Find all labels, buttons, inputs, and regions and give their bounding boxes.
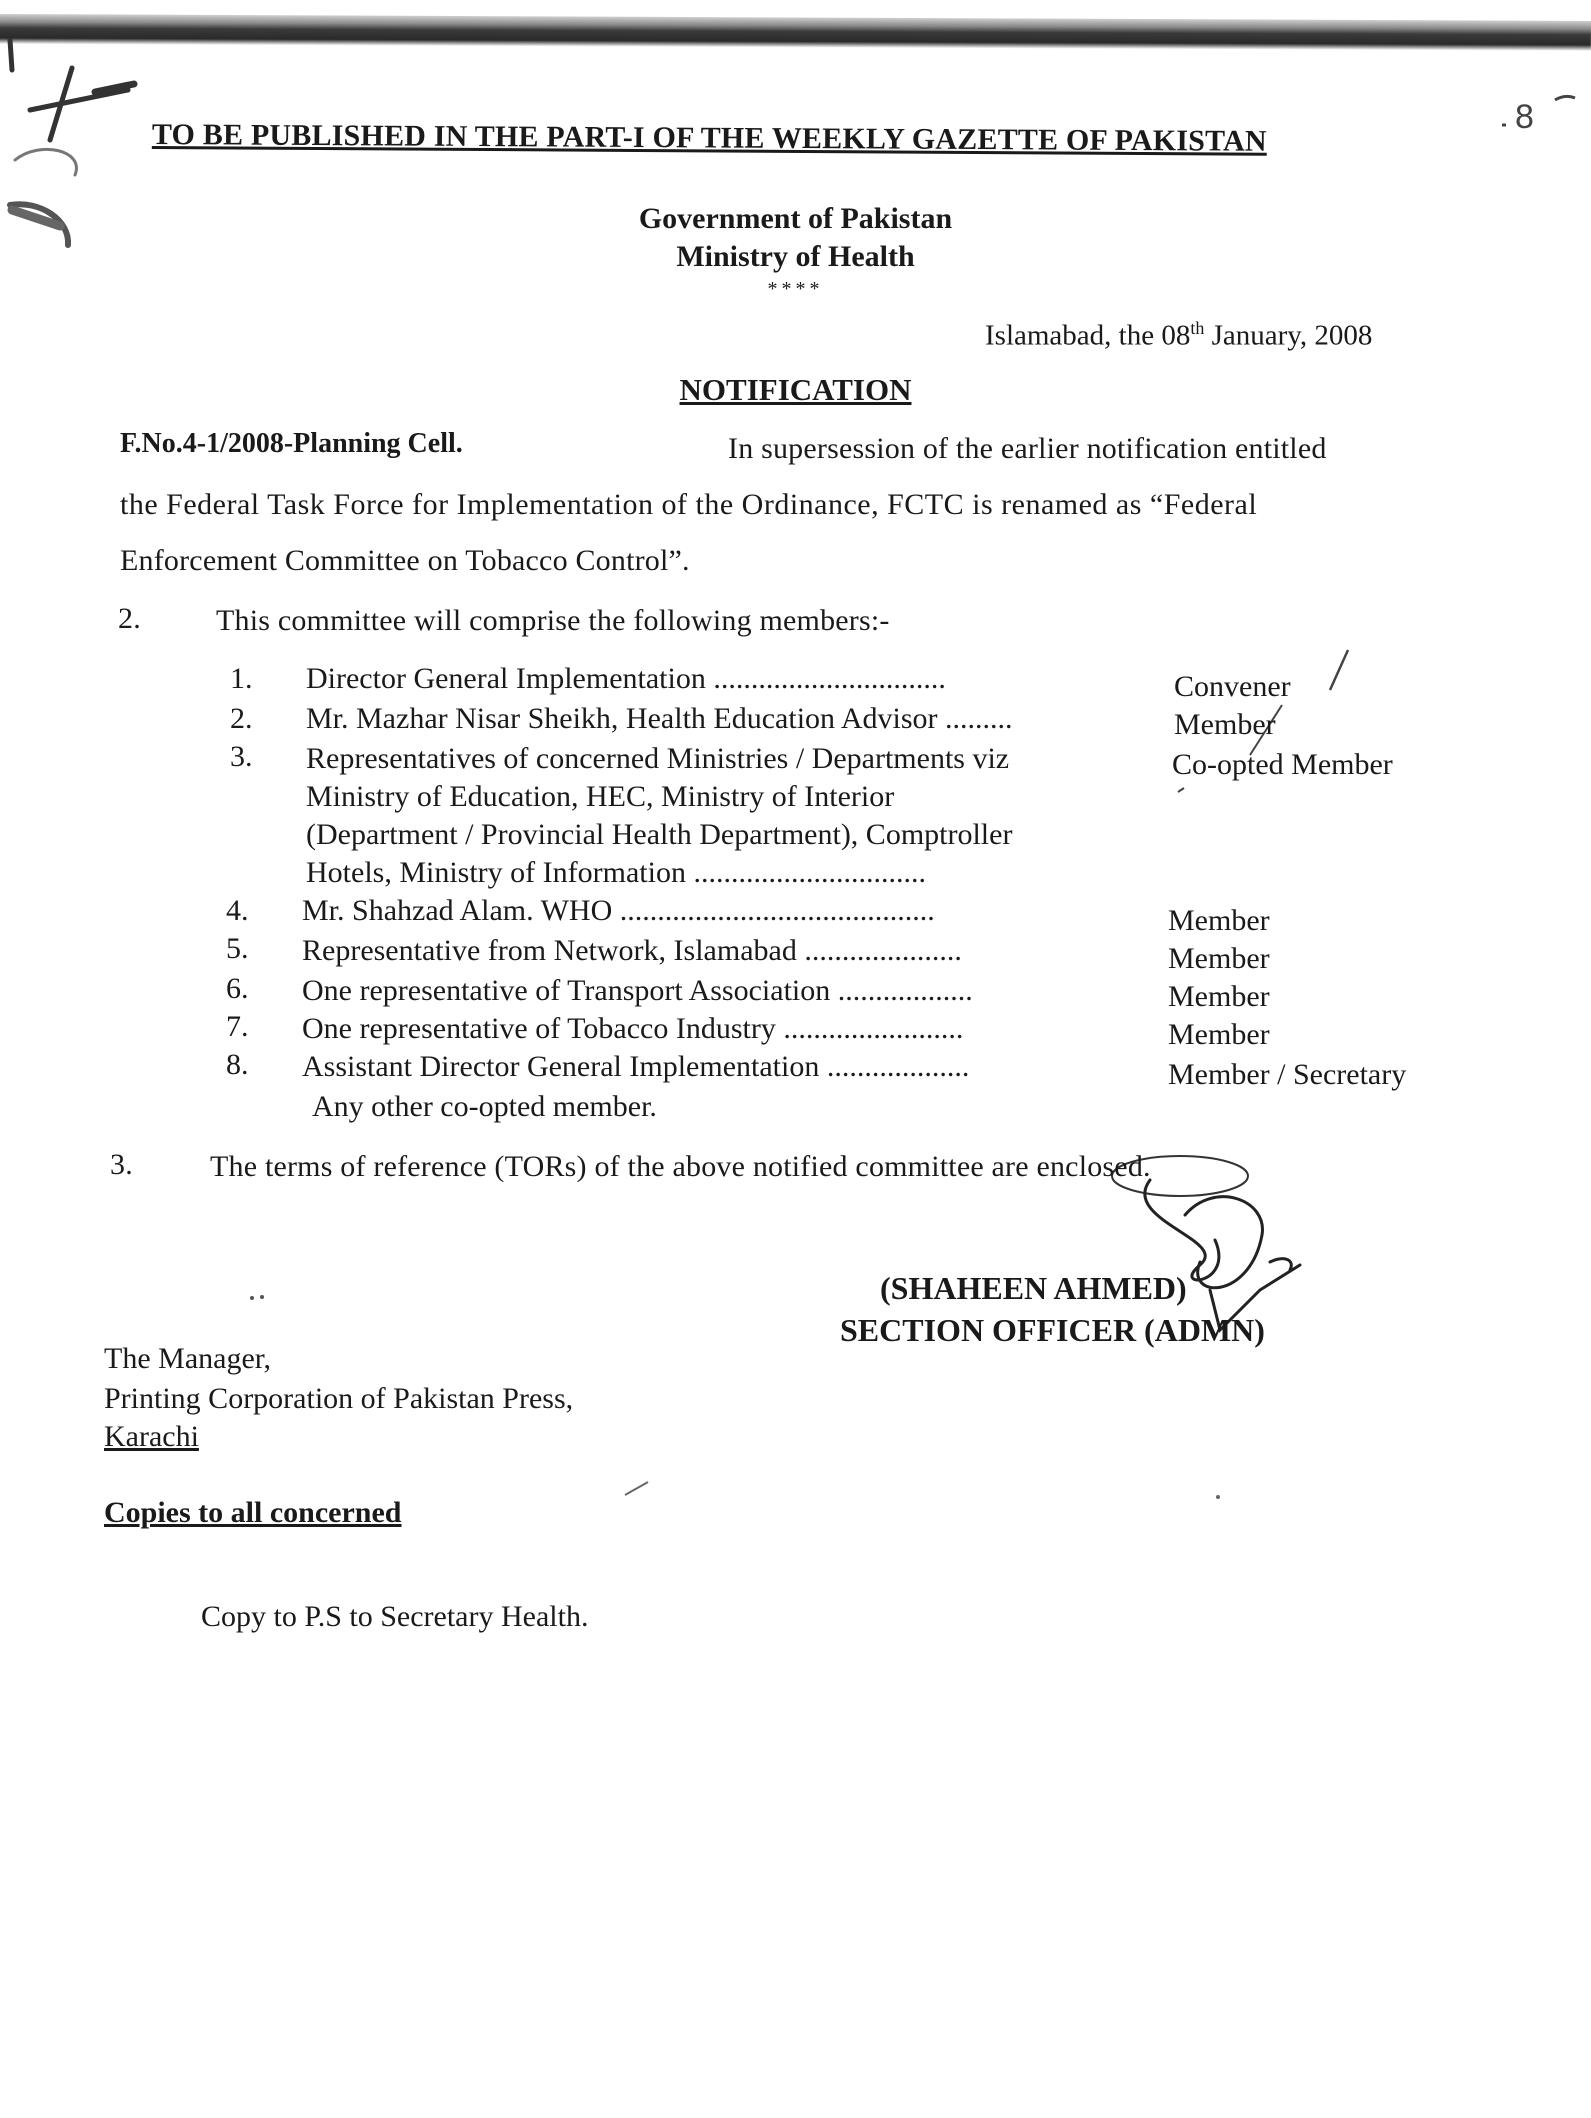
ministry-name: Ministry of Health — [676, 240, 915, 273]
signatory-name: (SHAHEEN AHMED) — [880, 1270, 1187, 1306]
address-city: Karachi — [104, 1420, 199, 1453]
member-role: Convener — [1174, 670, 1291, 703]
member-number: 2. — [230, 702, 253, 735]
member-number: 7. — [226, 1010, 249, 1043]
member-name-cont: (Department / Provincial Health Department), Comptroller — [306, 818, 1013, 851]
member-role: Member — [1168, 1018, 1270, 1051]
member-name: One representative of Tobacco Industry ........................ — [302, 1012, 964, 1045]
signature-icon — [1145, 1180, 1300, 1330]
member-name: Assistant Director General Implementation ................... — [302, 1050, 970, 1083]
tick-mark-icon — [1178, 788, 1184, 792]
member-number: 6. — [226, 972, 249, 1005]
member-role: Member — [1174, 708, 1276, 741]
para1-line3: Enforcement Committee on Tobacco Control”. — [120, 544, 690, 577]
notification-title: NOTIFICATION — [679, 372, 912, 407]
member-name-cont: Ministry of Education, HEC, Ministry of Interior — [306, 780, 895, 813]
member-role: Member — [1168, 904, 1270, 937]
notification-date: Islamabad, the 08th January, 2008 — [985, 318, 1373, 352]
government-name: Government of Pakistan — [638, 202, 953, 235]
file-number: F.No.4-1/2008-Planning Cell. — [120, 428, 463, 459]
member-role: Co-opted Member — [1172, 748, 1393, 781]
gazette-heading: TO BE PUBLISHED IN THE PART-I OF THE WEEKLY GAZETTE OF PAKISTAN — [151, 118, 1267, 158]
member-number: 5. — [226, 932, 249, 965]
member-name-cont: Hotels, Ministry of Information ............................... — [306, 856, 926, 889]
member-role: Member / Secretary — [1168, 1058, 1407, 1091]
member-role: Member — [1168, 980, 1270, 1013]
separator-stars: **** — [767, 278, 824, 300]
para1-line1: In supersession of the earlier notification entitled — [728, 432, 1327, 465]
member-number: 8. — [226, 1048, 249, 1081]
member-name: Mr. Mazhar Nisar Sheikh, Health Education Advisor ......... — [306, 702, 1013, 735]
page-mark-dash-icon — [1555, 96, 1575, 100]
member-name: Mr. Shahzad Alam. WHO .......................................... — [302, 894, 935, 927]
member-name: One representative of Transport Association .................. — [302, 974, 973, 1007]
para2-text: This committee will comprise the following members:- — [216, 604, 890, 637]
copies-heading: Copies to all concerned — [104, 1496, 402, 1529]
para1-line2: the Federal Task Force for Implementation of the Ordinance, FCTC is renamed as “Federal — [120, 488, 1258, 521]
para2-number: 2. — [118, 602, 141, 635]
member-name: Representatives of concerned Ministries / Departments viz — [306, 742, 1010, 775]
para3-text: The terms of reference (TORs) of the above notified committee are enclosed. — [210, 1150, 1151, 1183]
member-role: Member — [1168, 942, 1270, 975]
member-number: 4. — [226, 894, 249, 927]
signatory-title: SECTION OFFICER (ADMN) — [840, 1312, 1265, 1348]
page-number-mark: 8 — [1515, 98, 1534, 136]
member-name: Representative from Network, Islamabad ..................... — [302, 934, 962, 967]
tick-mark-icon — [1330, 650, 1348, 690]
address-line: Printing Corporation of Pakistan Press, — [104, 1382, 574, 1415]
any-other-member: Any other co-opted member. — [312, 1090, 657, 1123]
member-name: Director General Implementation ............................... — [306, 662, 946, 695]
address-line: The Manager, — [104, 1342, 272, 1375]
para3-number: 3. — [110, 1148, 133, 1181]
copy-to-line: Copy to P.S to Secretary Health. — [201, 1600, 589, 1633]
member-number: 1. — [230, 662, 253, 695]
member-number: 3. — [230, 740, 253, 773]
